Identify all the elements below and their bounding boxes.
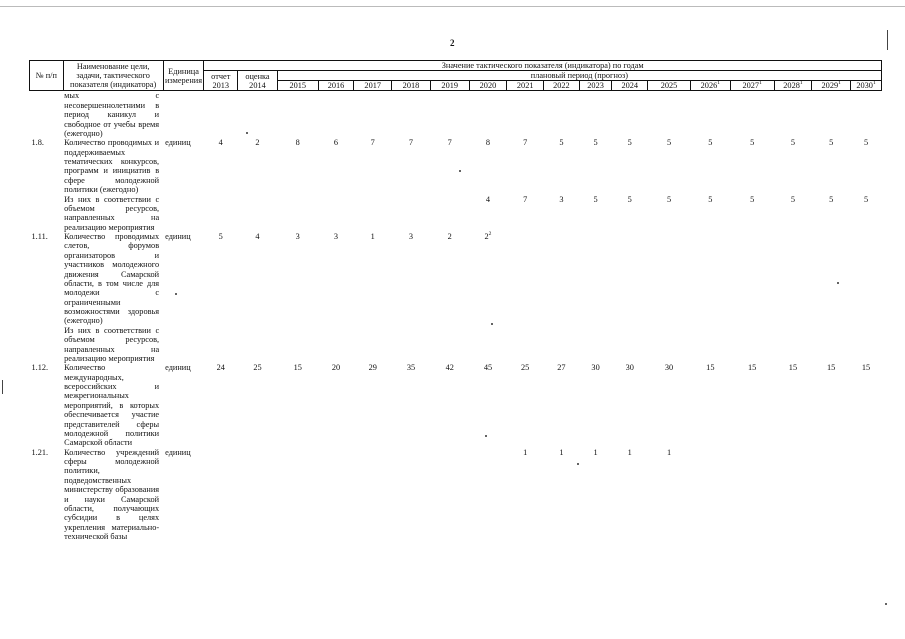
value-cell: [774, 195, 812, 233]
value-cell: [690, 326, 730, 364]
value-cell: [238, 91, 278, 138]
header-year: [690, 81, 730, 91]
table-header: [30, 61, 882, 91]
value-cell: [544, 195, 580, 233]
value-cell: [812, 232, 851, 326]
row-number: [30, 195, 64, 233]
value-text: 30: [625, 363, 634, 373]
value-cell: [238, 448, 278, 542]
value-cell: [648, 232, 691, 326]
row-number: [30, 326, 64, 364]
value-text: 25: [253, 363, 262, 373]
value-cell: [612, 326, 648, 364]
value-cell: [690, 363, 730, 447]
header-year: [544, 81, 580, 91]
header-year: [469, 81, 507, 91]
value-cell: [812, 195, 851, 233]
header-unit: Единица измерения: [163, 61, 204, 91]
value-text: 2: [447, 232, 452, 241]
value-cell: [354, 448, 392, 542]
value-text: 2: [484, 232, 489, 241]
scan-speck: [246, 132, 248, 134]
value-cell: [318, 91, 354, 138]
footnote-mark: 1: [838, 80, 841, 87]
footnote-mark: 1: [872, 80, 876, 87]
value-cell: [204, 91, 238, 138]
value-cell: [812, 448, 851, 542]
value-cell: [507, 363, 544, 447]
value-text: 1: [559, 447, 564, 457]
value-text: 15: [788, 363, 798, 373]
value-cell: [354, 363, 392, 447]
value-cell: [612, 448, 648, 542]
value-cell: [430, 91, 469, 138]
value-cell: [579, 232, 612, 326]
value-cell: [354, 326, 392, 364]
value-text: 4: [255, 232, 260, 241]
value-text: 7: [408, 138, 414, 148]
scan-speck: [837, 282, 839, 284]
value-cell: [318, 363, 354, 447]
table-row: [30, 363, 882, 447]
scan-speck: [175, 293, 177, 295]
header-year-label: 2024: [621, 81, 639, 91]
value-cell: [469, 138, 507, 194]
footnote-mark: 1: [717, 80, 720, 87]
value-cell: [544, 326, 580, 364]
value-cell: [392, 91, 431, 138]
value-cell: [579, 326, 612, 364]
value-text: 1: [627, 447, 632, 457]
value-cell: [318, 326, 354, 364]
header-year-label: 2026: [700, 81, 718, 91]
value-text: 5: [627, 194, 632, 204]
value-text: 45: [483, 363, 493, 373]
header-year-label: 2023: [587, 81, 604, 91]
value-text: 5: [666, 138, 672, 148]
value-cell: [774, 363, 812, 447]
value-cell: [648, 448, 691, 542]
value-cell: [469, 363, 507, 447]
header-year-label: 2027: [742, 81, 760, 91]
unit-cell: единиц: [165, 363, 191, 373]
value-text: 2: [255, 138, 260, 148]
scan-top-line: [0, 6, 905, 7]
value-cell: [204, 232, 238, 326]
indicator-name: Из них в соответствии с объемом ресурсов, направленных на реализацию мероприятия: [64, 194, 160, 232]
value-text: 1: [593, 447, 598, 457]
value-text: 15: [748, 363, 757, 373]
value-cell: [690, 448, 730, 542]
header-year: [507, 81, 544, 91]
value-text: 1: [666, 447, 672, 457]
value-text: 5: [666, 194, 672, 204]
value-cell: [730, 326, 774, 364]
value-text: 5: [790, 138, 796, 148]
value-text: 30: [664, 363, 674, 373]
footnote-mark: 1: [759, 80, 762, 87]
value-text: 27: [557, 363, 566, 373]
value-text: 8: [295, 138, 300, 148]
indicator-name: Из них в соответствии с объемом ресурсов, направленных на реализацию мероприятия: [64, 325, 160, 363]
value-cell: [579, 195, 612, 233]
value-cell: [544, 363, 580, 447]
value-text: 5: [829, 194, 834, 204]
value-cell: [318, 138, 354, 194]
value-text: 7: [447, 138, 452, 148]
row-number: [30, 91, 64, 138]
table-row: [30, 326, 882, 364]
value-text: 7: [523, 194, 528, 204]
row-number: 1.11.: [31, 232, 48, 241]
header-year: [612, 81, 648, 91]
unit-cell: единиц: [165, 138, 191, 148]
value-cell: [544, 138, 580, 194]
indicator-name: Количество учреждений сферы молодежной политики, подведомственных министерству образования и науки Самарской области, получающих субсидии в целях укрепления материально-технической базы: [64, 447, 160, 541]
value-cell: [774, 232, 812, 326]
value-cell: [612, 195, 648, 233]
unit-cell: [163, 326, 204, 364]
header-year: [730, 81, 774, 91]
header-year: [774, 81, 812, 91]
unit-cell: [163, 91, 204, 138]
header-year: [579, 81, 612, 91]
header-year: [812, 81, 851, 91]
value-text: 15: [827, 363, 836, 373]
scan-edge-mark: [2, 380, 3, 394]
value-text: 20: [331, 363, 341, 373]
value-text: 15: [293, 363, 302, 373]
value-cell: [204, 195, 238, 233]
value-cell: [318, 195, 354, 233]
value-cell: [648, 195, 691, 233]
value-cell: [430, 138, 469, 194]
value-cell: [204, 138, 238, 194]
value-text: 3: [408, 232, 414, 241]
value-cell: [648, 91, 691, 138]
value-cell: [544, 232, 580, 326]
value-cell: [354, 91, 392, 138]
value-text: 5: [863, 138, 869, 148]
header-year-label: 2028: [783, 81, 800, 91]
value-cell: [238, 326, 278, 364]
value-cell: [469, 91, 507, 138]
header-year-label: 2030: [856, 81, 873, 91]
value-cell: [392, 138, 431, 194]
value-text: 5: [593, 194, 598, 204]
value-cell: [469, 195, 507, 233]
value-cell: [277, 326, 318, 364]
value-cell: [277, 363, 318, 447]
value-text: 7: [523, 138, 528, 148]
value-cell: [277, 91, 318, 138]
header-year-label: 2016: [327, 81, 345, 91]
header-year-label: 2025: [660, 81, 678, 91]
value-cell: [612, 363, 648, 447]
value-cell: [204, 326, 238, 364]
page-number: 2: [450, 38, 455, 48]
value-cell: [204, 448, 238, 542]
unit-cell: единиц: [165, 232, 191, 241]
value-cell: [774, 326, 812, 364]
row-number: 1.12.: [31, 363, 49, 373]
value-text: 5: [627, 138, 632, 148]
value-cell: [507, 91, 544, 138]
value-cell: [277, 448, 318, 542]
value-text: 5: [708, 194, 713, 204]
value-text: 5: [593, 138, 598, 148]
value-cell: [277, 232, 318, 326]
value-text: 8: [485, 138, 491, 148]
header-year-label: 2022: [553, 81, 570, 91]
unit-cell: единиц: [165, 447, 191, 457]
table-row: [30, 91, 882, 138]
header-num: № п/п: [30, 61, 64, 91]
value-cell: [507, 232, 544, 326]
value-text: 30: [591, 363, 600, 373]
value-text: 4: [485, 194, 491, 204]
value-text: 1: [523, 447, 528, 457]
value-cell: [392, 326, 431, 364]
header-year: [354, 81, 392, 91]
footnote-mark: 2: [488, 231, 492, 238]
value-cell: [730, 363, 774, 447]
value-cell: [544, 91, 580, 138]
value-text: 24: [216, 363, 225, 373]
header-year-label: 2018: [402, 81, 420, 91]
value-cell: [812, 363, 851, 447]
header-name: Наименование цели, задачи, тактического показателя (индикатора): [63, 61, 163, 91]
header-report: отчет 2013: [204, 71, 238, 91]
header-year: [430, 81, 469, 91]
value-cell: [392, 195, 431, 233]
value-cell: [690, 138, 730, 194]
value-cell: [612, 91, 648, 138]
value-cell: [430, 232, 469, 326]
value-cell: [851, 326, 882, 364]
value-cell: [730, 138, 774, 194]
value-cell: [690, 91, 730, 138]
table-row: [30, 232, 882, 326]
value-cell: [579, 91, 612, 138]
value-text: 25: [521, 363, 530, 373]
value-cell: [507, 326, 544, 364]
value-text: 3: [333, 232, 339, 241]
value-cell: [469, 326, 507, 364]
value-text: 5: [708, 138, 713, 148]
value-cell: [851, 195, 882, 233]
value-cell: [730, 91, 774, 138]
value-cell: [579, 448, 612, 542]
indicator-name: мых с несовершеннолетними в период каникул и свободное от учебы время (ежегодно): [64, 91, 160, 138]
table-row: [30, 138, 882, 194]
value-text: 3: [295, 232, 300, 241]
scan-edge-mark: [887, 30, 888, 50]
value-text: 42: [445, 363, 454, 373]
value-cell: [579, 363, 612, 447]
value-cell: [469, 448, 507, 542]
value-cell: [690, 195, 730, 233]
value-cell: [648, 363, 691, 447]
footnote-mark: 1: [799, 80, 803, 87]
value-cell: [238, 138, 278, 194]
row-number: 1.8.: [31, 138, 44, 148]
value-cell: [204, 363, 238, 447]
value-text: 5: [750, 138, 755, 148]
header-year-label: 2021: [516, 81, 534, 91]
header-year: [851, 81, 882, 91]
value-cell: [354, 232, 392, 326]
header-values: Значение тактического показателя (индикатора) по годам: [204, 61, 882, 71]
table-row: [30, 448, 882, 542]
value-cell: [430, 448, 469, 542]
header-year: [318, 81, 354, 91]
header-year: [277, 81, 318, 91]
scan-speck: [485, 435, 487, 437]
value-cell: [690, 232, 730, 326]
value-cell: [238, 363, 278, 447]
scan-speck: [491, 323, 493, 325]
value-cell: [648, 326, 691, 364]
value-text: 5: [829, 138, 834, 148]
header-estimate: оценка 2014: [238, 71, 278, 91]
value-text: 5: [790, 194, 796, 204]
header-year-label: 2020: [479, 81, 497, 91]
row-number: 1.21.: [31, 447, 49, 457]
value-cell: [730, 195, 774, 233]
header-planned: плановый период (прогноз): [277, 71, 881, 81]
value-cell: [277, 195, 318, 233]
value-text: 7: [370, 138, 375, 148]
indicator-name: Количество проводимых слетов, форумов организаторов и участников молодежного движения Самарской области, в том числе для молодежи с ограниченными возможностями здоровья (ежегодно): [64, 232, 160, 326]
value-cell: [730, 448, 774, 542]
value-cell: [851, 363, 882, 447]
value-text: 6: [333, 138, 339, 148]
value-cell: [612, 232, 648, 326]
value-cell: [507, 448, 544, 542]
scan-speck: [885, 603, 887, 605]
header-year-label: 2019: [441, 81, 459, 91]
value-text: 5: [559, 138, 564, 148]
value-cell: [277, 138, 318, 194]
value-text: 15: [706, 363, 715, 373]
value-cell: [238, 195, 278, 233]
value-cell: [318, 448, 354, 542]
value-cell: [774, 91, 812, 138]
value-cell: [238, 232, 278, 326]
scan-speck: [459, 170, 461, 172]
value-text: 1: [370, 232, 375, 241]
value-cell: [812, 91, 851, 138]
unit-cell: [163, 195, 204, 233]
value-text: 15: [861, 363, 871, 373]
value-text: 35: [406, 363, 416, 373]
value-cell: [392, 232, 431, 326]
value-cell: [851, 448, 882, 542]
value-text: 5: [863, 194, 869, 204]
value-cell: [354, 138, 392, 194]
value-cell: [430, 195, 469, 233]
header-year-label: 2029: [821, 81, 839, 91]
value-cell: [612, 138, 648, 194]
value-cell: [430, 326, 469, 364]
value-text: 29: [368, 363, 377, 373]
value-cell: [812, 138, 851, 194]
value-text: 5: [750, 194, 755, 204]
value-cell: [851, 138, 882, 194]
scan-speck: [577, 463, 579, 465]
value-cell: [354, 195, 392, 233]
header-year-label: 2015: [289, 81, 307, 91]
value-cell: [851, 91, 882, 138]
header-year-label: 2017: [364, 81, 382, 91]
value-cell: [392, 363, 431, 447]
value-cell: [507, 195, 544, 233]
value-cell: [318, 232, 354, 326]
header-year: [392, 81, 431, 91]
value-text: 3: [559, 194, 564, 204]
value-text: 4: [218, 138, 223, 148]
indicator-name: Количество проводимых и поддерживаемых тематических конкурсов, программ и инициатив в сфере молодежной политики (ежегодно): [64, 138, 160, 195]
table-body: [30, 91, 882, 542]
value-cell: [392, 448, 431, 542]
value-cell: [851, 232, 882, 326]
value-cell: [812, 326, 851, 364]
value-cell: [469, 232, 507, 326]
value-cell: [430, 363, 469, 447]
value-text: 5: [218, 232, 223, 241]
value-cell: [774, 138, 812, 194]
table-row: [30, 195, 882, 233]
header-year: [648, 81, 691, 91]
value-cell: [579, 138, 612, 194]
value-cell: [648, 138, 691, 194]
value-cell: [774, 448, 812, 542]
value-cell: [507, 138, 544, 194]
value-cell: [730, 232, 774, 326]
value-cell: [544, 448, 580, 542]
indicator-table: [29, 60, 882, 541]
indicator-name: Количество международных, всероссийских и межрегиональных мероприятий, в которых обеспечивается участие представителей сферы молодежной политики Самарской области: [64, 363, 160, 448]
